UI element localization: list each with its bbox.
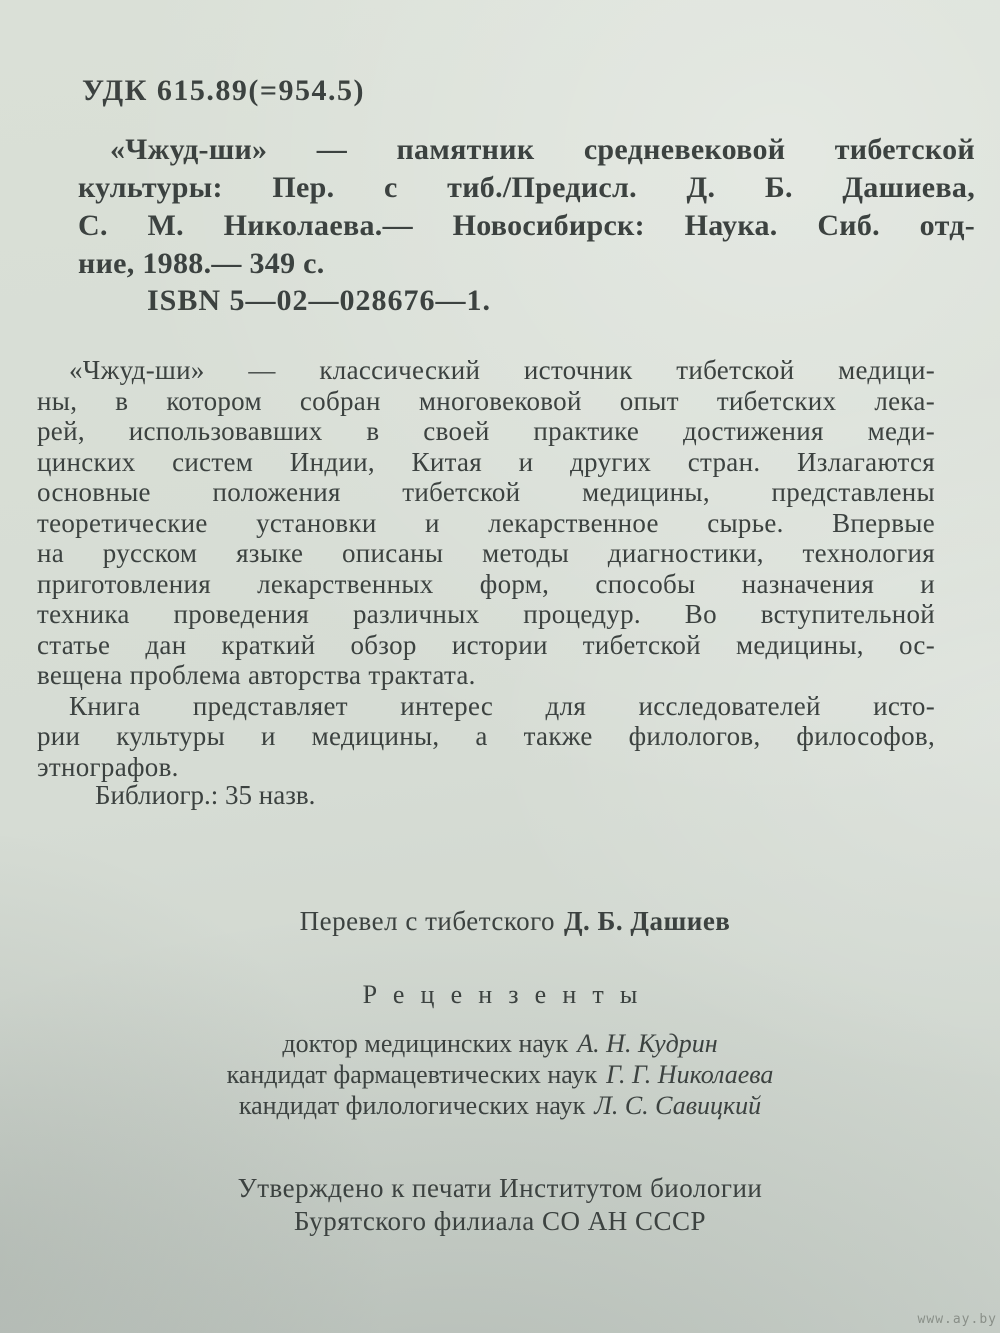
annotation-paragraphs bbox=[37, 355, 935, 782]
reviewer-role: доктор медицинских наук bbox=[282, 1029, 569, 1058]
site-watermark: www.ay.by bbox=[917, 1312, 997, 1327]
text-line: на русском языке описаны методы диагностики, технология bbox=[37, 538, 935, 568]
approval-line: Бурятского филиала СО АН СССР bbox=[293, 1206, 707, 1236]
translator-prefix: Перевел с тибетского bbox=[299, 906, 555, 936]
reviewer-line bbox=[20, 1028, 980, 1059]
reviewer-role: кандидат фармацевтических наук bbox=[226, 1060, 598, 1089]
text-line: приготовления лекарственных форм, способы назначения и bbox=[37, 568, 935, 599]
reviewers-list bbox=[20, 1028, 980, 1121]
text-line: рей, использовавших в своей практике достижения меди- bbox=[37, 416, 935, 446]
reviewer-name: Г. Г. Николаева bbox=[606, 1060, 774, 1089]
text-line: техника проведения различных процедур. Во вступительной bbox=[37, 599, 935, 629]
reviewers-heading: Рецензенты bbox=[362, 980, 654, 1009]
text-line: статье дан краткий обзор истории тибетской медицины, ос- bbox=[37, 629, 935, 660]
bibliographic-record bbox=[78, 131, 975, 283]
approval-line: Утверждено к печати Институтом биологии bbox=[237, 1173, 763, 1203]
text-line: «Чжуд-ши» — классический источник тибетской медици- bbox=[69, 355, 935, 385]
reviewer-line bbox=[20, 1059, 980, 1090]
text-line: вещена проблема авторства трактата. bbox=[37, 660, 476, 690]
text-line: культуры: Пер. с тиб./Предисл. Д. Б. Дашиева, bbox=[78, 171, 975, 204]
text-line: «Чжуд-ши» — памятник средневековой тибетской bbox=[110, 133, 975, 166]
text-line: Книга представляет интерес для исследователей исто- bbox=[69, 690, 935, 721]
approval-statement bbox=[20, 1172, 980, 1238]
text-line: этнографов. bbox=[37, 751, 179, 782]
udc-number: УДК 615.89(=954.5) bbox=[82, 74, 365, 107]
text-line: рии культуры и медицины, а также филологов, философов, bbox=[37, 721, 935, 751]
text-line: цинских систем Индии, Китая и других стран. Излагаются bbox=[37, 446, 935, 477]
text-line: основные положения тибетской медицины, представлены bbox=[37, 477, 935, 507]
text-line: теоретические установки и лекарственное сырье. Впервые bbox=[37, 507, 935, 538]
text-line: ны, в котором собран многовековой опыт тибетских лека- bbox=[37, 385, 935, 416]
text-line: С. М. Николаева.— Новосибирск: Наука. Сиб. отд- bbox=[78, 209, 975, 242]
bibliography-note: Библиогр.: 35 назв. bbox=[95, 780, 316, 810]
reviewer-name: А. Н. Кудрин bbox=[577, 1029, 718, 1058]
isbn-number: ISBN 5—02—028676—1. bbox=[147, 284, 492, 317]
reviewer-role: кандидат филологических наук bbox=[238, 1091, 586, 1120]
text-line: ние, 1988.— 349 с. bbox=[78, 247, 325, 280]
reviewer-name: Л. С. Савицкий bbox=[594, 1091, 762, 1120]
translator-name: Д. Б. Дашиев bbox=[563, 906, 731, 936]
translator-line bbox=[35, 906, 995, 937]
reviewer-line bbox=[20, 1090, 980, 1121]
